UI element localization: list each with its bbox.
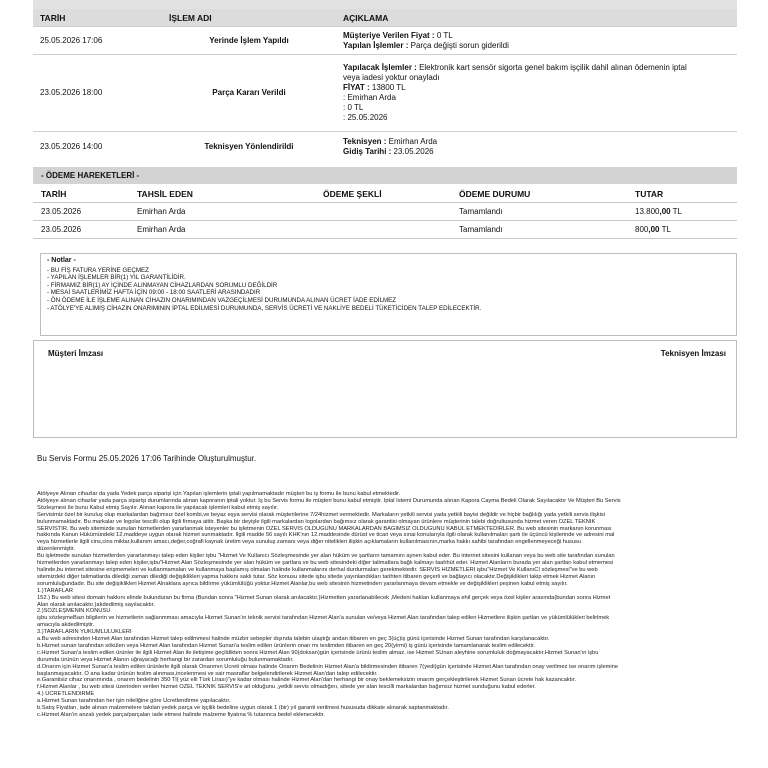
col-aciklama: AÇIKLAMA — [336, 9, 737, 27]
desc-value: 13800 TL — [371, 83, 406, 92]
desc-value: : 25.05.2026 — [343, 113, 388, 122]
col-tarih: TARİH — [33, 186, 129, 203]
desc-label: FİYAT : — [343, 83, 370, 92]
terms-line: veya hizmetlerle ilgili cins,cins miktar,kullanım amacı,değer,coğrafi kaynak üretim veya sunuluş zamanı veya diğer nitelikleri ilişkin açıklamaların kullanılmasının,marka hakkı sahibi tarafından engellenmeyeceği hususu — [37, 539, 582, 546]
amount-dec: ,00 — [648, 225, 660, 234]
terms-line: SERVİSTİR. Bu web sitemizde sunulan hizmetlerden yararlanmak isteyenler bu işletmenin ÖZEL SERVİS OLDUĞUNU MARKALARDAN BAĞIMSIZ OLDUĞUNU KABUL ETMEKTEDİRLER. Bu web sitesinin markanın korunması — [37, 525, 612, 532]
notes-title: - Notlar - — [47, 257, 76, 264]
terms-line: Bu işletmede sunulan hizmetlerden yararlanmayı talep eden kişiler işbu "Hizmet Ve Kullanıcı Sözleşmesinde yer alan hüküm ve şartların tamamını aynen kabul eder. Bu internet sitesini kullanan veya bu web site tarafından sunulan — [37, 553, 615, 560]
note-item: - BU FİŞ FATURA YERİNE GEÇMEZ — [47, 266, 149, 274]
note-item: - ATÖLYE'YE ALIMIŞ CİHAZIN ONARIMININ İPTAL EDİLMESİ DURUMUNDA, SERVİS ÜCRETİ VE NAKLİYE BEDELİ TÜKETİCİDEN TALEP EDİLECEKTİR. — [47, 304, 482, 312]
desc-label: Müşteriye Verilen Fiyat : — [343, 30, 435, 40]
terms-line: Sözleşmesi İle bunu Kabul etmiş Sayılır. Alınan kapora ile yapılacak işlemleri kabul etmiş sayılır. — [37, 504, 279, 511]
terms-line: düzenlenmiştir. — [37, 546, 75, 553]
row-desc — [336, 27, 737, 55]
terms-text — [37, 491, 732, 719]
pay-collector: Emirhan Arda — [129, 203, 315, 221]
customer-signature-label: Müşteri İmzası — [48, 349, 104, 358]
desc-value: 0 TL — [436, 30, 453, 40]
pay-method — [315, 203, 451, 221]
desc-value: 23.05.2026 — [393, 147, 434, 156]
terms-line: e.Garantisiz cihaz onarımında , onarım bedelinin 350 Tl( yüz elli Türk Lirası)"ye kadar olması halinde Hizmet Alan'dan herhangi bir onay beklemeksizin onarım gerçekleştirilerek Hizmet Sunan ücrete hak kazancaktır. — [37, 677, 577, 684]
amount-dec: ,00 — [659, 207, 671, 216]
terms-line: c.Hizmet Sunan'a teslim edilen ürünler ile ilgili Hizmet Alan ile iletişime geçildikten sonra Hizmet Alan 90(doksan)gün içerisinde ürünü teslim almaz. ise Hizmet SUnan aleyhine sorumluluk doğmayacaktır.Hizmet Sunan'ın işbu — [37, 649, 599, 656]
terms-line: 1.)TARAFLAR — [37, 587, 73, 594]
table-row — [33, 132, 737, 163]
desc-label: Yapılan İşlemler : — [343, 40, 409, 50]
table-row — [33, 221, 737, 239]
terms-line: bulunmamaktadır. Bu markalar ve logolar tescilli olup ilgili firmaya aittir. Başka bir deyişle ilgili markalardan logolardan bağımsız olarak garantisi olmayan ürünlere müşterinin talebi doğrultusunda hizmet veren ÖZEL TEKNİK — [37, 518, 596, 525]
row-name: Teknisyen Yönlendirildi — [162, 132, 336, 163]
note-item: - YAPILAN İŞLEMLER BİR(1) YIL GARANTİLİDİR. — [47, 274, 186, 282]
note-item: - MESAİ SAATLERİMİZ HAFTA İÇİN 09:00 - 18:00 SAATLERİ ARASINDADIR — [47, 289, 261, 297]
row-date: 23.05.2026 14:00 — [33, 132, 162, 163]
desc-value: Emirhan Arda — [388, 137, 438, 146]
terms-line: hizmetlerden yararlanmayı talep eden kişiler,işbu"Hizmet Alan Sözleşmesinde yer alan hüküm ve şartlara ve bu web sitesindeki diğer talimatlara bağlı kalmayı taahhüt eder. Hizmet Alanların burada yer alan şartları kabul etmemesi — [37, 560, 614, 567]
terms-line: hakkında Kanun Hükümündeki 12.maddeye uygun olarak hizmet sunmaktadır. İlgili madde 56 sayılı KHK'nın 12.maddesinde dürüst ve ticari veya sınai konularıyla ilgili olarak kullanılmaları şartı ile üçüncü kişilerinde ve adresini mal — [37, 532, 615, 539]
terms-line: 2.)SÖZLEŞMENİN KONUSU — [37, 608, 111, 615]
pay-amount — [627, 221, 737, 239]
terms-line: a.Hizmet Sunan tarafından her işin niteliğine göre Ücretlendirme yapılacaktır. — [37, 698, 231, 705]
amount-currency: TL — [672, 207, 683, 216]
terms-line: 152.) Bu web sitesi domain hakkını elinde bulunduran bu firma (Bundan sonra "Hizmet Sunan olarak anılacaktır.)Hizmetten yararlanabilecek ,Medeni hakları kullanmaya ehil gerçek veya özel kişiler arasında(bundan sonra Hizmet — [37, 594, 611, 601]
col-odeme-durumu: ÖDEME DURUMU — [451, 186, 627, 203]
col-tarih: TARİH — [33, 9, 162, 27]
terms-line: Alan olarak anılacaktır.)akdedilmiş sayılacaktır. — [37, 601, 155, 608]
desc-label: Teknisyen : — [343, 137, 387, 146]
terms-line: b.Hizmet sunan tarafından sökülen veya Hizmet Alan tarafından Hizmet Sunan'a teslim edilen ürünlerin onarı mı teslimden itibaren en geç 20(yirmi) iş günü içerisinde tamamlanarak teslim edilecektir. — [37, 642, 536, 649]
table-row — [33, 27, 737, 55]
terms-line: sorumluluğundadır. Bu site değişiklikleri Hizmet Alnaklara ayrıca bildirme yükümlülüğü yoktur.Hizmet Alanlar,bu web sitesinin hizmetinden yararlanmaya devam etmekle ve değişiklikleri peşinen kabul etmiş sayılır. — [37, 580, 568, 587]
table-row — [33, 55, 737, 132]
desc-value: Elektronik kart sensör sigorta genel bakım işçilik dahil alınan ödemenin iptal — [419, 63, 687, 72]
terms-line: a.Bu web adresinden Hizmet Alan tarafından Hizmet talep edilmmesi halinde müzbir sebepler dışında talebin ulaştığı andan itibaren en geç 3(üç)iş günü içerisinde Hizmet Sunan tarafından karşılanacaktır. — [37, 636, 550, 643]
terms-line: Servisimiz özel bir kuruluş olup markalardan bağımsız özel kombi,ve beyaz eşya servisi olarak müşterilerine 7/24hizmet vermektedir. Markaların yetkili servisi yada yetkili bayisi değildir ve hiçbir bağlılığı yada yetkili servis ilişkisi — [37, 511, 606, 518]
col-tahsil-eden: TAHSİL EDEN — [129, 186, 315, 203]
amount-currency: TL — [661, 225, 671, 234]
row-desc — [336, 132, 737, 163]
pay-collector: Emirhan Arda — [129, 221, 315, 239]
terms-line: durumda ürünün veya Hizmet Alanın uğrayacağı herhangi bir zarardan sorumluluğu bulunmamaktadır. — [37, 656, 294, 663]
desc-value: Parça değişti sorun giderildi — [410, 40, 509, 50]
islem-table — [33, 9, 737, 162]
terms-line: işbu sözleşmeBazı bilgilerin ve hizmetlerin sağlanmması amacıyla Hizmet Sunan'ın teknik servisi tarafından Hizmet Alan'a sunulan ve/veya Hizmet Alan tarafından talep edilen Hizmetlere ilişkin şartları ve yükümlülükleri belirlmek — [37, 615, 610, 622]
row-desc — [336, 55, 737, 132]
row-date: 25.05.2026 17:06 — [33, 27, 162, 55]
note-item: - ÖN ÖDEME İLE İŞLEME ALINAN CİHAZIN ONARIMINDAN VAZGEÇİLMESİ DURUMUNDA ALINAN ÜCRET İADE EDİLMEZ — [47, 296, 397, 304]
terms-line: c.Hizmet Alan'ın anzalı yedek parça/parçaları iade etmesi halinde malzeme fiyatına % tutarınca bedel eklenecektir. — [37, 712, 325, 718]
terms-line: 3.)TARAFLARIN YÜKÜMLÜLÜKLERİ — [37, 629, 132, 636]
terms-line: d.Onarım için Hizmet Sunan'a teslim edilen ürünlerle ilgili olarak Onarımın Ücreti olması halinde Onarım Bedelinin Hizmet Alan'a bildirmesinden itibaren 7(yedi)gün içerisinde Hizmet Alan tarafından onay verilmez ise onarım işlemine — [37, 663, 618, 670]
row-date: 23.05.2026 18:00 — [33, 55, 162, 132]
table-row — [33, 203, 737, 221]
desc-value: : 0 TL — [343, 103, 364, 112]
note-item: - FİRMAMIZ BİR(1) AY İÇİNDE ALINMAYAN CİHAZLARDAN SORUMLU DEĞİLDİR — [47, 281, 278, 289]
signature-box — [33, 340, 737, 438]
pay-date: 23.05.2026 — [33, 203, 129, 221]
pay-status: Tamamlandı — [451, 203, 627, 221]
terms-line: sitemizdeki diğer talimatlarda dilediği zaman dilediği değişiklikleri yapma hakkını saklı tutar. Söz konusu sitede işbu sitede yayınlandıkları tarihten itibaren geçerli ve bağlayıcı olacaktır.Değişiklikleri takip etmek Hizmet Alanın — [37, 573, 596, 580]
odeme-section-title: - ÖDEME HAREKETLERİ - — [33, 167, 737, 184]
terms-line: Atölyeye alınan cihazlar yada parça siparişi durumlarında alınan kaporanın iptali yoktur. İş bu Servis formu ile müşteri bunu kabul etmiştir. İptal İstemi Durumunda alınan Kapora Cayma Bedeli Olarak Sayılacaktır Ve Müşteri Bu Servis — [37, 497, 621, 504]
desc-value: veya iadesi yoktur onayladı — [343, 73, 440, 82]
pay-amount — [627, 203, 737, 221]
amount-int: 800 — [635, 225, 649, 234]
terms-line: başlanmayacaktır. O ana kadar ürünün teslim alınması,incelenmesi ve sair masraflar belgelendirilerek Hizmet Alan'dan talep edilecektir. — [37, 670, 378, 677]
terms-line: b.Satış Fiyatları, iade alınan malzemelere takılan yedek parça ve işçilik bedeline uygun olarak 1 (bir) yıl garanti verilmesi hususuda dikkate alınarak saptanmaktadır. — [37, 705, 449, 712]
col-islem-adi: İŞLEM ADI — [162, 9, 336, 27]
terms-line: 4.) ÜCRETLENDİRME — [37, 691, 95, 698]
top-bar — [33, 0, 737, 9]
terms-line: Atölyeye Alınan cihazlar da yada Yedek parça siparişi için Yapılan işlemlerin iptali yapılmamaktadır müşteri bu iş formu ile bunu kabul etmektedir. — [37, 491, 401, 497]
col-tutar: TUTAR — [627, 186, 737, 203]
pay-method — [315, 221, 451, 239]
created-note: Bu Servis Formu 25.05.2026 17:06 Tarihinde Oluşturulmuştur. — [37, 454, 257, 463]
odeme-table — [33, 186, 737, 239]
row-name: Yerinde İşlem Yapıldı — [162, 27, 336, 55]
terms-line: halinde,bu internet sitesine erişmemeleri ve kullanmamaları ve kullanmaya başlamış olmaları halinde kullanmalarını derhal durdurmaları gerekmektedir. SERVİS HİZMETLERİ işbu"Hizmet Ve KullanıCI sözleşmesi"ve bu web — [37, 566, 598, 573]
row-name: Parça Kararı Verildi — [162, 55, 336, 132]
col-odeme-sekli: ÖDEME ŞEKLİ — [315, 186, 451, 203]
desc-value: : Emirhan Arda — [343, 93, 396, 102]
desc-label: Gidiş Tarihi : — [343, 147, 392, 156]
pay-date: 23.05.2026 — [33, 221, 129, 239]
pay-status: Tamamlandı — [451, 221, 627, 239]
notes-box — [40, 253, 737, 336]
terms-line: amacıyla akdedilmiştir. — [37, 622, 95, 629]
terms-line: f.Hizmet Alanlar , bu web sitesi üzerinden verilen hizmet ÖZEL TEKNİK SERVİS'e ait olduğunu ,yetkili servis olmadığını, sitede yer alan tescilli markalardan bağımsız hizmet sunduğunu kabul ederler. — [37, 684, 536, 691]
desc-label: Yapılacak İşlemler : — [343, 63, 417, 72]
technician-signature-label: Teknisyen İmzası — [660, 349, 726, 358]
amount-int: 13.800 — [635, 207, 660, 216]
